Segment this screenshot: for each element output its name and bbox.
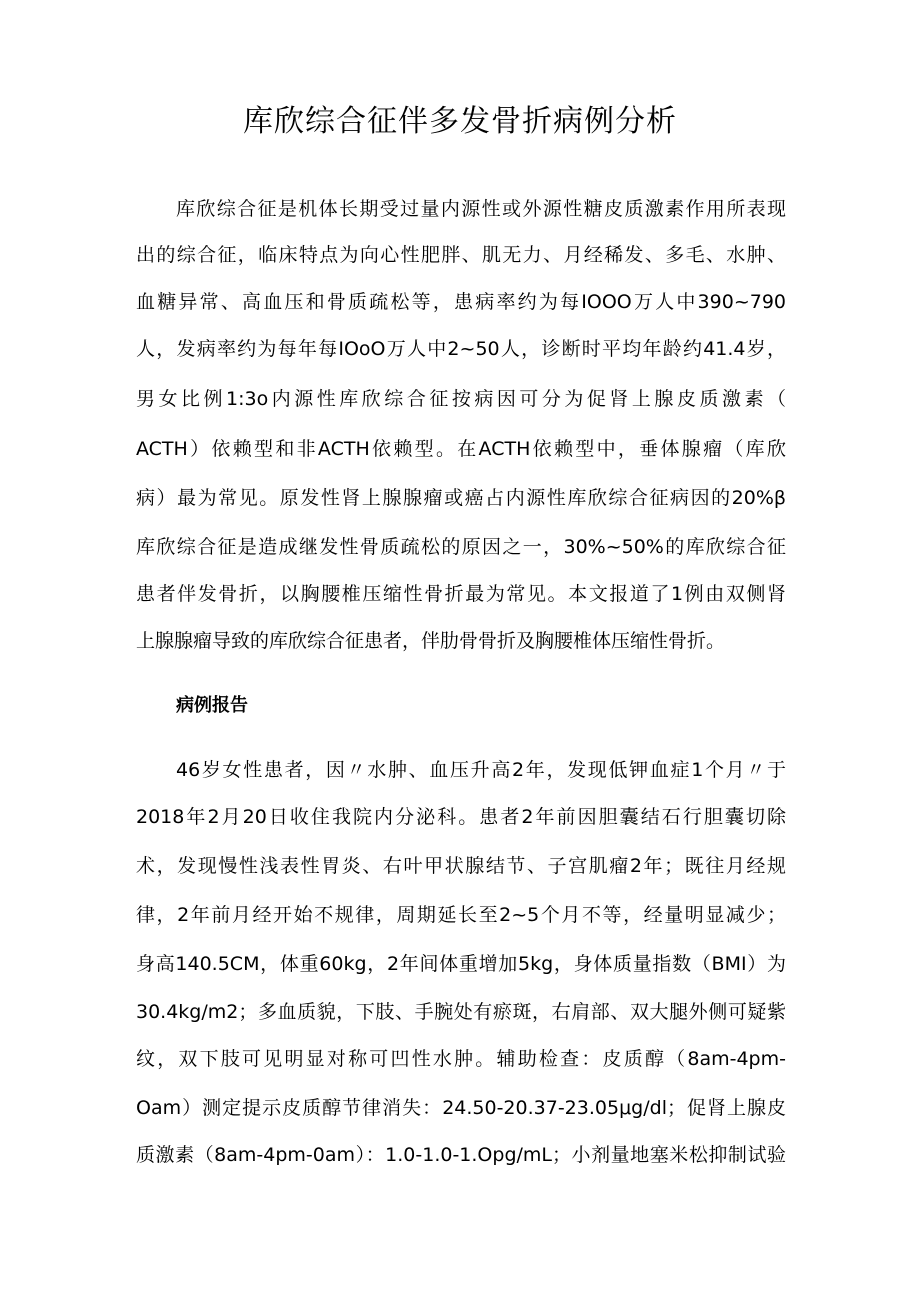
section-heading: 病例报告 xyxy=(176,695,248,716)
case-line: 30.4kg/m2；多血质貌，下肢、手腕处有瘀斑，右肩部、双大腿外侧可疑紫 xyxy=(136,1001,786,1023)
case-line: 律，2年前月经开始不规律，周期延长至2~5个月不等，经量明显减少； xyxy=(136,904,786,926)
intro-line: 病）最为常见。原发性肾上腺腺瘤或癌占内源性库欣综合征病因的20%β xyxy=(136,487,786,509)
intro-line: 库欣综合征是造成继发性骨质疏松的原因之一，30%~50%的库欣综合征 xyxy=(136,536,786,558)
case-line: 纹，双下肢可见明显对称可凹性水肿。辅助检查：皮质醇（8am-4pm- xyxy=(136,1048,786,1070)
intro-line: 血糖异常、高血压和骨质疏松等，患病率约为每IOOO万人中390~790 xyxy=(136,291,786,313)
case-line: 身高140.5CM，体重60kg，2年间体重增加5kg，身体质量指数（BMI）为 xyxy=(136,953,786,975)
intro-line: ACTH）依赖型和非ACTH依赖型。在ACTH依赖型中，垂体腺瘤（库欣 xyxy=(136,438,786,460)
case-line: 2018年2月20日收住我院内分泌科。患者2年前因胆囊结石行胆囊切除 xyxy=(136,806,786,828)
intro-line: 人，发病率约为每年每IOoO万人中2~50人，诊断时平均年龄约41.4岁， xyxy=(136,338,786,360)
intro-line: 上腺腺瘤导致的库欣综合征患者，伴肋骨骨折及胸腰椎体压缩性骨折。 xyxy=(136,630,726,652)
intro-line: 患者伴发骨折，以胸腰椎压缩性骨折最为常见。本文报道了1例由双侧肾 xyxy=(136,583,786,605)
intro-line: 库欣综合征是机体长期受过量内源性或外源性糖皮质激素作用所表现 xyxy=(176,198,786,220)
case-line: 术，发现慢性浅表性胃炎、右叶甲状腺结节、子宫肌瘤2年；既往月经规 xyxy=(136,855,786,877)
case-line: 质激素（8am-4pm-0am）：1.0-1.0-1.Opg/mL；小剂量地塞米松抑制试验 xyxy=(136,1144,786,1166)
intro-line: 出的综合征，临床特点为向心性肥胖、肌无力、月经稀发、多毛、水肿、 xyxy=(136,244,786,266)
case-line: Oam）测定提示皮质醇节律消失：24.50-20.37-23.05μg/dl；促肾上腺皮 xyxy=(136,1097,786,1119)
document-title: 库欣综合征伴多发骨折病例分析 xyxy=(243,104,677,139)
intro-line: 男女比例1:3o内源性库欣综合征按病因可分为促肾上腺皮质激素（ xyxy=(136,388,786,410)
case-line: 46岁女性患者，因〃水肿、血压升高2年，发现低钾血症1个月〃于 xyxy=(176,759,786,781)
